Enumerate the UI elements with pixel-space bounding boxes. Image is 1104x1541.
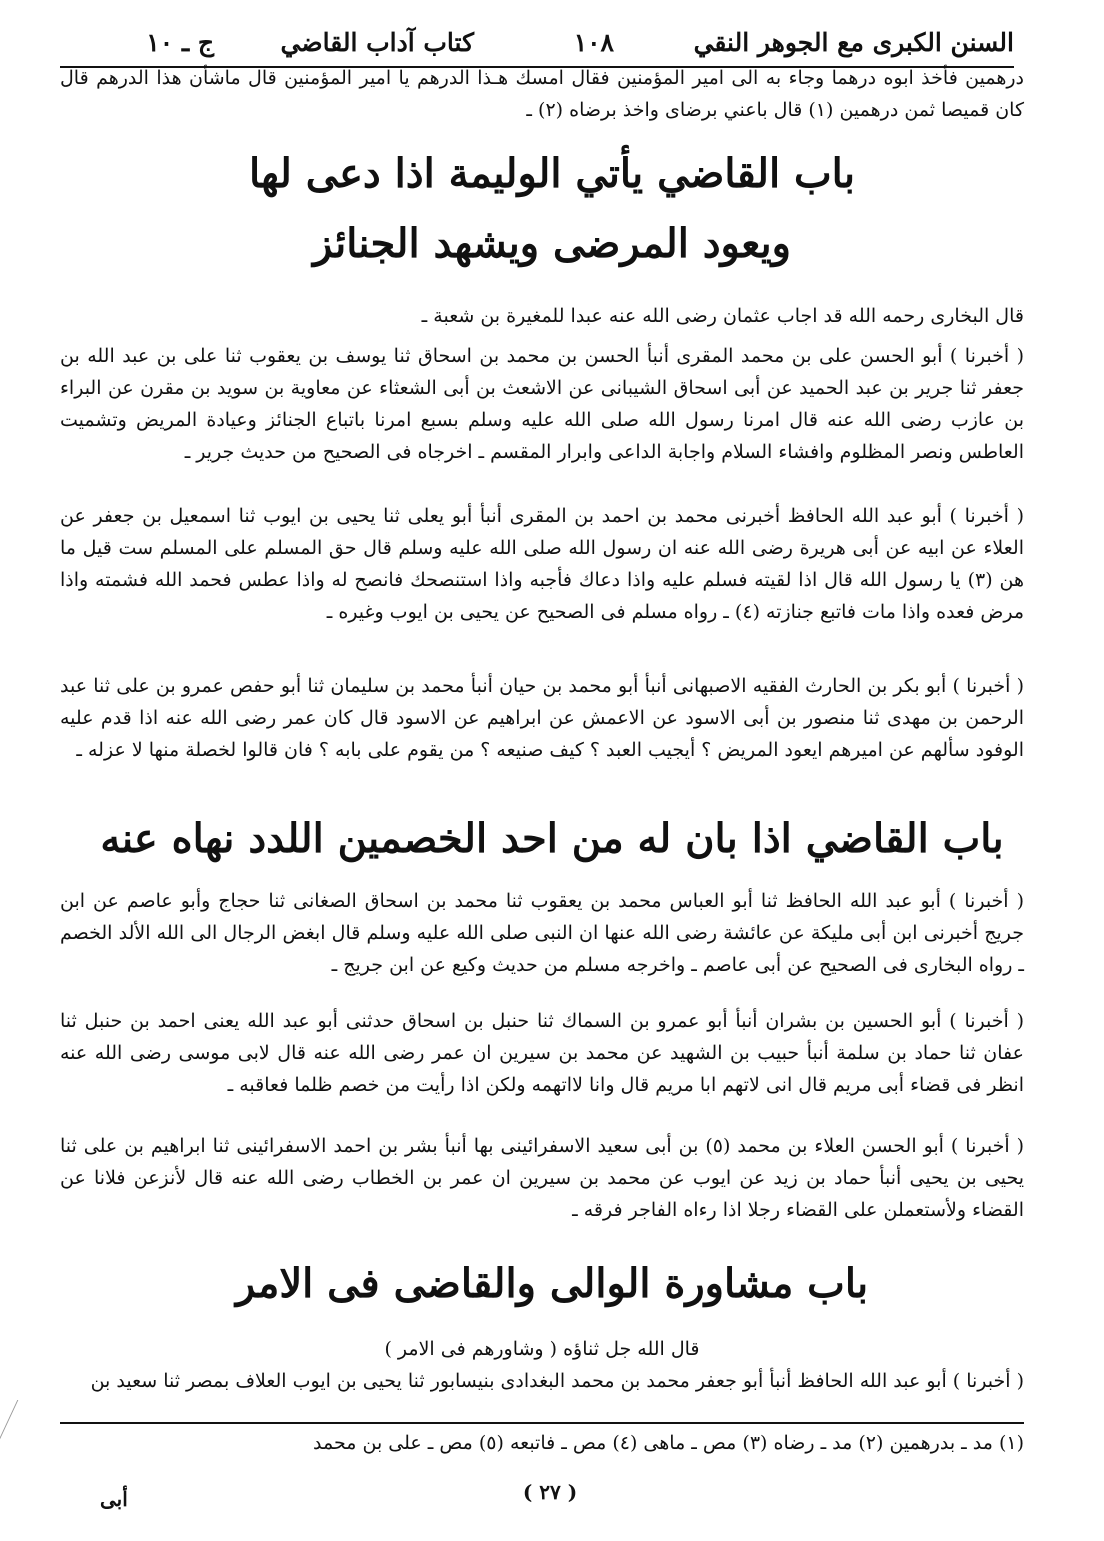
intro-paragraph: درهمين فأخذ ابوه درهما وجاء به الى امير المؤمنين فقال امسك هـذا الدرهم يا امير المؤمنين قال ماشأن هذا الدرهم قال كان قميصا ثمن درهمين (١) قال باعني برضاى واخذ برضاه (٢) ـ: [60, 67, 1025, 121]
chapter1-paragraph: قال البخارى رحمه الله قد اجاب عثمان رضى الله عنه عبدا للمغيرة بن شعبة ـ: [421, 305, 1024, 327]
catchword: أبى: [100, 1487, 128, 1511]
chapter2-heading: باب القاضي اذا بان له من احد الخصمين اللدد نهاه عنه: [100, 815, 1004, 862]
chapter3-paragraph: ( أخبرنا ) أبو عبد الله الحافظ أنبأ أبو جعفر محمد بن محمد البغدادى بنيسابور ثنا يحيى بن ايوب العلاف بمصر ثنا سعيد بن: [90, 1370, 1024, 1392]
chapter3-heading: باب مشاورة الوالى والقاضى فى الامر: [235, 1260, 869, 1307]
chapter1-heading-line2: ويعود المرضى ويشهد الجنائز: [313, 220, 791, 267]
header-page-number: ١٠٨: [573, 28, 614, 57]
chapter2-paragraph: ( أخبرنا ) أبو عبد الله الحافظ ثنا أبو العباس محمد بن يعقوب ثنا محمد بن اسحاق الصغانى ثنا حجاج وأبو عاصم عن ابن جريج أخبرنى ابن أبى مليكة عن عائشة رضى الله عنها ان النبى صلى الله عليه وسلم قال ابغض الرجال الى الله الألد الخصم ـ رواه البخارى فى الصحيح عن أبى عاصم ـ واخرجه مسلم من حديث وكيع عن ابن جريج ـ: [60, 890, 1024, 976]
page-mark: ( ٢٧ ): [522, 1480, 578, 1504]
scan-artifact-line: [0, 1400, 40, 1440]
chapter2-paragraph: ( أخبرنا ) أبو الحسن العلاء بن محمد (٥) بن أبى سعيد الاسفرائينى بها أنبأ بشر بن احمد الاسفرائينى ثنا ابراهيم بن على ثنا يحيى بن يحيى أنبأ حماد بن زيد عن ايوب عن محمد بن سيرين ان عمر بن الخطاب رضى الله عنه قال لأنزعن فلانا عن القضاء ولأستعملن على القضاء رجلا اذا رءاه الفاجر فرقه ـ: [60, 1135, 1024, 1221]
chapter3-quote: قال الله جل ثناؤه ( وشاورهم فى الامر ): [384, 1338, 700, 1360]
header-volume: ج ـ ١٠: [146, 28, 214, 57]
chapter1-paragraph: ( أخبرنا ) أبو عبد الله الحافظ أخبرنى محمد بن احمد بن المقرى أنبأ أبو يعلى ثنا يحيى بن ايوب ثنا اسمعيل بن جعفر عن العلاء عن ابيه عن أبى هريرة رضى الله عنه ان رسول الله صلى الله عليه وسلم قال حق المسلم على المسلم ست قيل ما هن (٣) يا رسول الله قال اذا لقيته فسلم عليه واذا دعاك فأجبه واذا استنصحك فانصح له واذا عطس فحمد الله فشمته واذا مرض فعده واذا مات فاتبع جنازته (٤) ـ رواه مسلم فى الصحيح عن يحيى بن ايوب وغيره ـ: [60, 505, 1024, 623]
header-section-title: كتاب آداب القاضي: [280, 28, 474, 57]
chapter1-paragraph: ( أخبرنا ) أبو بكر بن الحارث الفقيه الاصبهانى أنبأ أبو محمد بن حيان أنبأ محمد بن سليمان ثنا أبو حفص عمرو بن على ثنا عبد الرحمن بن مهدى ثنا منصور بن أبى الاسود عن الاعمش عن ابراهيم عن الاسود قال كان عمر رضى الله عنه اذا قدم عليه الوفود سألهم عن اميرهم ايعود المريض ؟ أيجيب العبد ؟ كيف صنيعه ؟ من يقوم على بابه ؟ فان قالوا لخصلة منها لا عزله ـ: [60, 675, 1024, 761]
header-book-title: السنن الكبرى مع الجوهر النقي: [693, 28, 1014, 57]
footnotes: (١) مد ـ بدرهمين (٢) مد ـ رضاه (٣) مص ـ ماهى (٤) مص ـ فاتبعه (٥) مص ـ على بن محمد: [313, 1432, 1024, 1454]
chapter1-heading-line1: باب القاضي يأتي الوليمة اذا دعى لها: [248, 150, 855, 197]
chapter2-paragraph: ( أخبرنا ) أبو الحسين بن بشران أنبأ أبو عمرو بن السماك ثنا حنبل بن اسحاق حدثنى أبو عبد الله يعنى احمد بن حنبل ثنا عفان ثنا حماد بن سلمة أنبأ حبيب بن الشهيد عن محمد بن سيرين ان عمر رضى الله عنه قال لابى موسى رضى الله عنه انظر فى قضاء أبى مريم قال انى لاتهم ابا مريم قال وانا لااتهمه ولكن اذا رأيت من خصم ظلما فعاقبه ـ: [60, 1010, 1024, 1096]
chapter1-paragraph: ( أخبرنا ) أبو الحسن على بن محمد المقرى أنبأ الحسن بن محمد بن اسحاق ثنا يوسف بن يعقوب ثنا على بن عبد الله بن جعفر ثنا جرير بن عبد الحميد عن أبى اسحاق الشيبانى عن الاشعث بن أبى الشعثاء عن معاوية بن سويد بن مقرن عن البراء بن عازب رضى الله عنه قال امرنا رسول الله صلى الله عليه وسلم بسبع امرنا باتباع الجنائز وعيادة المريض وتشميت العاطس ونصر المظلوم وافشاء السلام واجابة الداعى وابرار المقسم ـ اخرجاه فى الصحيح من حديث جرير ـ: [60, 345, 1024, 463]
footnote-divider: [60, 1422, 1024, 1424]
